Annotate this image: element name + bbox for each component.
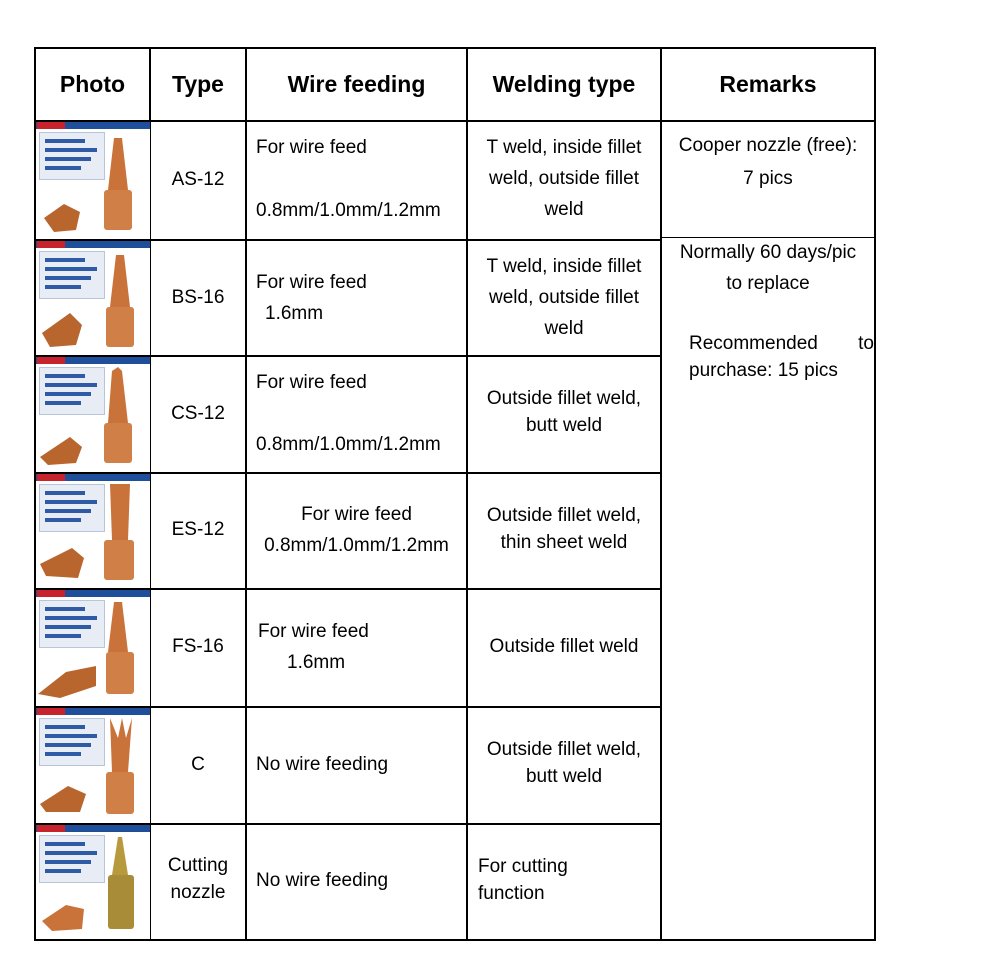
welding-type-line: function (478, 883, 545, 904)
nozzle-photo (36, 590, 150, 706)
welding-type-line: Outside fillet weld, (486, 505, 642, 526)
col-divider-type (245, 47, 247, 941)
nozzle-photo (36, 122, 150, 239)
welding-type-line: weld, outside fillet (489, 287, 639, 308)
welding-type-line: Outside fillet weld, (486, 388, 642, 409)
type-line: Cutting (167, 855, 229, 876)
remarks-line: Cooper nozzle (free): (678, 135, 858, 156)
wire-feed-cell: For wire feed (256, 272, 367, 293)
remarks-line: purchase: 15 pics (689, 360, 838, 381)
nozzle-photo (36, 825, 150, 939)
welding-type-cell (478, 853, 568, 907)
nozzle-photo (36, 474, 150, 588)
wire-feed-size: 0.8mm/1.0mm/1.2mm (256, 200, 441, 221)
type-cell: ES-12 (171, 519, 225, 540)
welding-type-line: butt weld (525, 766, 603, 787)
welding-type-line: thin sheet weld (500, 532, 628, 553)
wire-feed-cell: No wire feeding (256, 754, 389, 775)
wire-feed-size: 0.8mm/1.0mm/1.2mm (256, 434, 441, 455)
table-border-bottom (34, 939, 876, 941)
header-type: Type (172, 70, 224, 97)
type-cell: CS-12 (171, 403, 225, 424)
remarks-line: to replace (726, 273, 810, 294)
wire-feed-size: 0.8mm/1.0mm/1.2mm (264, 535, 449, 556)
type-cell: C (191, 754, 205, 775)
wire-feed-cell: No wire feeding (256, 870, 389, 891)
remarks-line: Normally 60 days/pic (679, 242, 857, 263)
welding-type-line: weld (544, 318, 584, 339)
header-wire-feeding: Wire feeding (287, 70, 426, 97)
nozzle-table (34, 47, 876, 941)
welding-type-line: weld (544, 199, 584, 220)
type-cell: AS-12 (171, 169, 225, 190)
wire-feed-cell: For wire feed (258, 621, 369, 642)
remarks-line: 7 pics (743, 168, 793, 189)
wire-feed-size: 1.6mm (265, 303, 324, 324)
header-photo: Photo (59, 70, 126, 97)
wire-feed-cell: For wire feed (256, 372, 367, 393)
welding-type-cell (468, 736, 660, 790)
header-remarks: Remarks (719, 70, 817, 97)
welding-type-line: T weld, inside fillet (486, 137, 642, 158)
wire-feed-size: 1.6mm (287, 652, 346, 673)
welding-type-line: weld, outside fillet (489, 168, 639, 189)
remarks-recommend (689, 330, 874, 384)
remarks-word: Recommended (689, 333, 818, 354)
wire-feed-cell: For wire feed (301, 504, 412, 525)
welding-type-cell (468, 132, 660, 225)
wire-feed-cell: For wire feed (256, 137, 367, 158)
welding-type-line: butt weld (525, 415, 603, 436)
welding-type-line: T weld, inside fillet (486, 256, 642, 277)
table-border-right (874, 47, 876, 941)
remarks-replace (662, 237, 874, 299)
nozzle-photo (36, 357, 150, 472)
welding-type-cell (468, 385, 660, 439)
type-cell: FS-16 (172, 636, 224, 657)
welding-type-cell (468, 502, 660, 556)
header-welding-type: Welding type (492, 70, 636, 97)
type-cell (151, 852, 245, 906)
type-line: nozzle (170, 882, 226, 903)
welding-type-cell: Outside fillet weld (489, 636, 639, 657)
nozzle-photo (36, 241, 150, 355)
nozzle-photo (36, 708, 150, 823)
welding-type-line: Outside fillet weld, (486, 739, 642, 760)
welding-type-line: For cutting (478, 856, 568, 877)
remarks-free-nozzle (662, 129, 874, 195)
remarks-word: to (858, 333, 874, 354)
type-cell: BS-16 (171, 287, 225, 308)
welding-type-cell (468, 251, 660, 344)
